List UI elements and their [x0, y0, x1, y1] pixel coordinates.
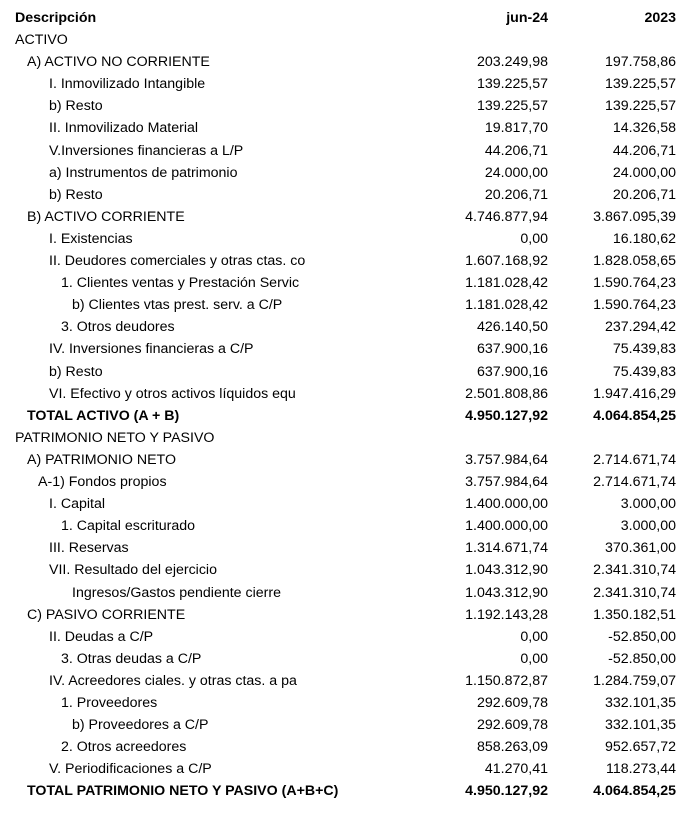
row-value-2023: 1.350.182,51 — [593, 606, 676, 623]
row-value-jun24: 19.817,70 — [484, 120, 548, 137]
header-description: Descripción — [15, 10, 97, 26]
row-value-jun24: 1.400.000,00 — [465, 496, 548, 513]
row-value-jun24: 3.757.984,64 — [465, 474, 548, 490]
row-value-jun24: 0,00 — [520, 628, 548, 645]
row-label: 2. Otros acreedores — [61, 739, 187, 756]
table-row — [0, 582, 679, 604]
row-value-jun24: 1.181.028,42 — [465, 275, 548, 292]
row-value-jun24: 24.000,00 — [484, 164, 548, 181]
table-row — [0, 405, 679, 427]
row-value-jun24: 139.225,57 — [476, 76, 548, 93]
row-value-2023: 2.341.310,74 — [593, 584, 676, 601]
row-value-2023: 20.206,71 — [612, 186, 676, 203]
table-row — [0, 184, 679, 206]
row-label: A) PATRIMONIO NETO — [27, 451, 176, 468]
row-label: 1. Proveedores — [61, 695, 158, 711]
row-label: II. Deudas a C/P — [49, 628, 154, 645]
row-value-2023: 2.714.671,74 — [593, 451, 676, 468]
row-value-2023: 1.590.764,23 — [593, 297, 676, 314]
row-value-2023: 139.225,57 — [604, 98, 676, 115]
row-value-2023: 4.064.854,25 — [593, 407, 676, 424]
row-value-jun24: 4.746.877,94 — [465, 208, 548, 225]
table-row — [0, 361, 679, 383]
row-value-jun24: 139.225,57 — [476, 98, 548, 115]
row-value-jun24: 4.950.127,92 — [465, 407, 548, 424]
row-value-jun24: 203.249,98 — [476, 54, 548, 71]
row-value-2023: 1.828.058,65 — [593, 253, 676, 269]
row-label: 1. Capital escriturado — [61, 518, 196, 535]
row-value-jun24: 292.609,78 — [476, 717, 548, 734]
table-row — [0, 493, 679, 515]
row-value-jun24: 1.150.872,87 — [465, 672, 548, 689]
row-label: ACTIVO — [15, 32, 68, 48]
row-value-2023: 332.101,35 — [604, 695, 676, 711]
row-label: V.Inversiones financieras a L/P — [49, 142, 244, 159]
row-value-2023: 237.294,42 — [604, 319, 676, 336]
row-label: 3. Otros deudores — [61, 319, 175, 336]
row-label: TOTAL PATRIMONIO NETO Y PASIVO (A+B+C) — [27, 783, 339, 800]
table-row — [0, 449, 679, 471]
row-value-jun24: 292.609,78 — [476, 695, 548, 711]
table-row — [0, 736, 679, 758]
row-value-2023: 14.326,58 — [612, 120, 676, 137]
table-row — [0, 559, 679, 581]
header-col-jun24: jun-24 — [506, 10, 548, 26]
table-row — [0, 626, 679, 648]
row-value-jun24: 20.206,71 — [484, 186, 548, 203]
row-label: VII. Resultado del ejercicio — [49, 562, 217, 579]
row-value-2023: 4.064.854,25 — [593, 783, 676, 800]
table-row — [0, 140, 679, 162]
row-value-2023: 3.867.095,39 — [593, 208, 676, 225]
row-value-jun24: 1.192.143,28 — [465, 606, 548, 623]
row-value-jun24: 1.043.312,90 — [465, 562, 548, 579]
table-row — [0, 537, 679, 559]
table-row — [0, 95, 679, 117]
row-label: II. Inmovilizado Material — [49, 120, 199, 137]
row-value-2023: 1.590.764,23 — [593, 275, 676, 292]
row-label: II. Deudores comerciales y otras ctas. co — [49, 253, 306, 269]
row-label: I. Inmovilizado Intangible — [49, 76, 206, 93]
row-label: b) Resto — [49, 98, 103, 115]
row-value-jun24: 3.757.984,64 — [465, 451, 548, 468]
table-row — [0, 758, 679, 780]
row-value-2023: 3.000,00 — [620, 518, 676, 535]
row-label: I. Existencias — [49, 230, 133, 247]
row-value-2023: 332.101,35 — [604, 717, 676, 734]
row-value-jun24: 1.400.000,00 — [465, 518, 548, 535]
table-row — [0, 73, 679, 95]
table-row — [0, 604, 679, 626]
row-label: IV. Inversiones financieras a C/P — [49, 341, 254, 358]
row-value-2023: 118.273,44 — [606, 761, 676, 778]
header-row — [0, 7, 679, 29]
row-value-2023: 139.225,57 — [604, 76, 676, 93]
row-value-jun24: 41.270,41 — [484, 761, 548, 778]
row-value-jun24: 2.501.808,86 — [465, 385, 548, 402]
table-row — [0, 29, 679, 51]
row-value-2023: -52.850,00 — [608, 650, 676, 667]
table-row — [0, 162, 679, 184]
row-value-jun24: 1.181.028,42 — [465, 297, 548, 314]
row-value-2023: 952.657,72 — [604, 739, 676, 756]
row-label: IV. Acreedores ciales. y otras ctas. a pa — [49, 672, 297, 689]
table-row — [0, 51, 679, 73]
row-label: A) ACTIVO NO CORRIENTE — [27, 54, 210, 71]
row-label: III. Reservas — [49, 540, 129, 557]
row-value-2023: 75.439,83 — [612, 341, 676, 358]
row-value-2023: 370.361,00 — [604, 540, 676, 557]
row-value-jun24: 637.900,16 — [476, 363, 548, 380]
row-value-2023: 1.947.416,29 — [593, 385, 676, 402]
row-label: 3. Otras deudas a C/P — [61, 650, 202, 667]
table-row — [0, 338, 679, 360]
row-label: VI. Efectivo y otros activos líquidos equ — [49, 385, 296, 402]
row-label: TOTAL ACTIVO (A + B) — [27, 407, 180, 424]
row-label: B) ACTIVO CORRIENTE — [27, 208, 185, 225]
table-row — [0, 471, 679, 493]
row-value-jun24: 0,00 — [520, 650, 548, 667]
row-value-jun24: 44.206,71 — [484, 142, 548, 159]
row-value-2023: 3.000,00 — [620, 496, 676, 513]
header-col-2023: 2023 — [644, 10, 676, 26]
row-value-2023: 197.758,86 — [604, 54, 676, 71]
row-value-jun24: 858.263,09 — [476, 739, 548, 756]
table-row — [0, 206, 679, 228]
row-label: b) Resto — [49, 363, 103, 380]
table-row — [0, 648, 679, 670]
row-value-2023: 75.439,83 — [612, 363, 676, 380]
row-value-jun24: 4.950.127,92 — [465, 783, 548, 800]
row-label: Ingresos/Gastos pendiente cierre — [72, 584, 281, 601]
table-row — [0, 272, 679, 294]
row-value-2023: 44.206,71 — [612, 142, 676, 159]
table-row — [0, 515, 679, 537]
row-label: a) Instrumentos de patrimonio — [49, 164, 238, 181]
table-row — [0, 670, 679, 692]
row-label: 1. Clientes ventas y Prestación Servic — [61, 275, 300, 292]
table-row — [0, 383, 679, 405]
row-value-jun24: 637.900,16 — [476, 341, 548, 358]
table-row — [0, 714, 679, 736]
row-label: PATRIMONIO NETO Y PASIVO — [15, 429, 215, 446]
row-label: C) PASIVO CORRIENTE — [27, 606, 186, 623]
row-label: I. Capital — [49, 496, 105, 513]
table-row — [0, 228, 679, 250]
row-value-jun24: 0,00 — [520, 230, 548, 247]
table-row — [0, 316, 679, 338]
row-value-2023: 2.714.671,74 — [593, 474, 676, 490]
row-value-2023: 24.000,00 — [612, 164, 676, 181]
table-row — [0, 250, 679, 272]
row-label: V. Periodificaciones a C/P — [49, 761, 212, 778]
table-row — [0, 117, 679, 139]
row-label: b) Clientes vtas prest. serv. a C/P — [72, 297, 283, 314]
table-row — [0, 692, 679, 714]
row-value-jun24: 1.607.168,92 — [465, 253, 548, 269]
table-row — [0, 780, 679, 802]
row-value-2023: 2.341.310,74 — [593, 562, 676, 579]
row-label: b) Resto — [49, 186, 103, 203]
row-value-jun24: 426.140,50 — [476, 319, 548, 336]
row-value-2023: 16.180,62 — [612, 230, 676, 247]
row-value-jun24: 1.043.312,90 — [465, 584, 548, 601]
table-row — [0, 294, 679, 316]
row-value-2023: -52.850,00 — [608, 628, 676, 645]
row-value-2023: 1.284.759,07 — [593, 672, 676, 689]
row-label: b) Proveedores a C/P — [72, 717, 209, 734]
row-value-jun24: 1.314.671,74 — [465, 540, 548, 557]
table-row — [0, 427, 679, 449]
row-label: A-1) Fondos propios — [38, 474, 167, 490]
